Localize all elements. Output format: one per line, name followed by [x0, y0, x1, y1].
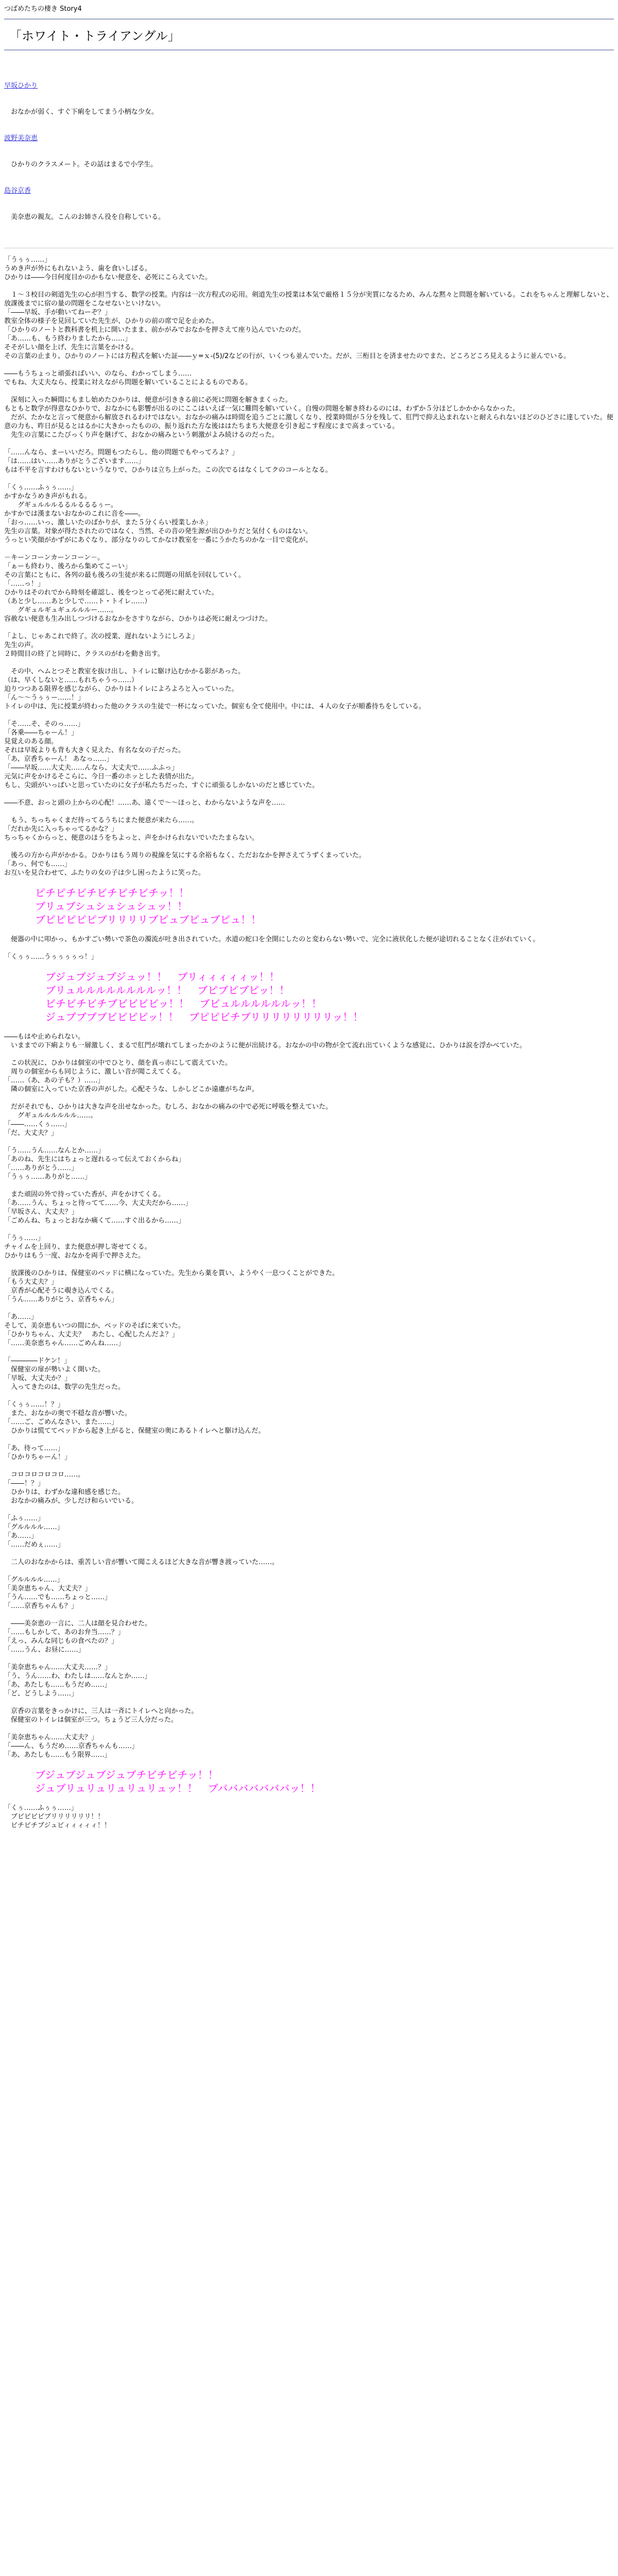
cast-name[interactable]: 島谷京香 — [4, 187, 31, 195]
story-paragraph: ――もうちょっと頑張ればいい、のなら、わかってしまう…… でもね、大丈夫なら、授業に対えながら問題を解いていることによるものである。 — [4, 370, 252, 386]
story-paragraph: －キーンコーンカーンコーン－。 「ぁーも終わり、後ろから集めてこーい」 その言葉にともに、各列の最も後ろの生徒が来るに問題の用紙を回収していく。 「……っ！」 ひかりはそのれでから時刻を確認し、後をつとって必死に耐えていた。 （あと少し……あと少しで……ト・トイレ……） グギュルギュギュルルルー……。 容赦ない便意も生み出しつづけるおなかをさすりながら、ひかりは必死に耐えつづけた。 — [4, 554, 272, 623]
story-paragraph: また頑固の外で待っていた香が、声をかけてくる。 「あ……うん、ちょっと待ってて……今、大丈夫だから……」 「早坂さん、大丈夫？」 「ごめんね、ちょっとおなか痛くて……すぐ出るから……」 — [4, 1191, 192, 1225]
story-paragraph: 「うぅぅ……」 うめき声が外にもれないよう、歯を食いしばる。 ひかりは――今日何度目かのかもない便意を、必死にこらえていた。 — [4, 256, 212, 281]
story-paragraph: この状況に、ひかりは個室の中でひとり、顔を真っ赤にして震えていた。 周りの個室からも同じように、激しい音が聞こえてくる。 「……（あ、あの子も？）……」 隣の個室に入っていた京香の声がした。心配そうな、しかしどこか遠慮がちな声。 — [4, 1059, 259, 1093]
story-paragraph: 「くぅぅ……うぅぅぅぅっ！」 — [4, 953, 98, 961]
story-paragraph: 「美奈恵ちゃん……大丈夫？」 「――ん、もうだめ……京香ちゃんも……」 「あ、あたしも……もう限界……」 — [4, 1734, 139, 1759]
story-paragraph: だがそれでも、ひかりは大きな声を出せなかった。むしろ、おなかの痛みの中で必死に呼吸を整えていた。 グギュルルルルルル……。 「――……くぅ……」 「だ、大丈夫？」 — [4, 1103, 333, 1137]
story-paragraph: 「う……うん……なんとか……」 「あのね、先生にはちょっと遅れるって伝えておくからね」 「……ありがとう……」 「うぅぅ……ありがと……」 — [4, 1147, 185, 1181]
story-paragraph: 「うぅ……」 チャイムを上回り、また便意が押し寄せてくる。 ひかりはもう一度、おなかを両手で押さえた。 — [4, 1234, 151, 1260]
story-paragraph: 「グルルルル……」 「美奈恵ちゃん、大丈夫？」 「うん……でも……ちょっと……」 「……京香ちゃんも？」 — [4, 1576, 112, 1610]
story-paragraph: 「――――ドケン！」 保健室の扉が勢いよく開いた。 「早坂、大丈夫か？」 入ってきたのは、数学の先生だった。 — [4, 1357, 125, 1391]
story-paragraph: ――美奈恵の一言に、二人は顔を見合わせた。 「……もしかして、あのお弁当……？」 「えっ、みんな同じもの食べたの？」 「……うん、お昼に……」 — [4, 1620, 152, 1654]
cast-list — [4, 64, 614, 239]
story-paragraph: ――不意、おっと頭の上からの心配！……あ、遠くで～～ほっと、わからないような声を…… — [4, 799, 285, 807]
story-content — [4, 64, 614, 1839]
story-paragraph: 二人のおなかからは、重苦しい音が響いて聞こえるほど大きな音が響き渡っていた……。 — [4, 1558, 279, 1566]
cast-desc: 美奈恵の親友。こんのお姉さん役を自称している。 — [4, 213, 165, 221]
sound-effect-block: ブジュブジュブジュッ！！ ブリィィィィィッ！！ ブリュルルルルルルルルッ！！ ブピブピブピッ！！ ビチビチビチブビビビビッ！！ ブビュルルルルルルッ！！ ジュブブブブビビビビッ！！ ブピピビチブリリリリリリリリッ！！ — [45, 971, 364, 1023]
page-title: 「ホワイト・トライアングル」 — [9, 29, 180, 43]
story-paragraph: その中、ヘムとつそと教室を抜け出し、トイレに駆け込むかかる影があった。 （は、早くしないと……もれちゃうっ……） 迫りつつある限界を感じながら、ひかりはトイレによろよろと入っていった。 「ん～～うぅぅー……！」 トイレの中は、先に授業が終わった他のクラスの生徒で一杯になっていた。個室も全て使用中。中には、４人の女子が順番待ちをしている。 — [4, 668, 425, 710]
story-sections — [4, 256, 614, 1830]
cast-desc: おなかが弱く、すぐ下痢をしてまう小柄な少女。 — [4, 108, 158, 116]
story-paragraph: 放課後のひかりは、保健室のベッドに横になっていた。先生から薬を貰い、ようやく一息つくことができた。 「もう大丈夫？」 京香が心配そうに覗き込んでくる。 「うん……ありがとう、京香ちゃん」 — [4, 1269, 339, 1303]
site-breadcrumb: つばめたちの棲き Story4 — [4, 5, 82, 13]
title-box — [4, 19, 614, 50]
cast-desc: ひかりのクラスメート。その話はまるで小学生。 — [4, 161, 158, 168]
story-paragraph: 「あ、待って……」 「ひかりちゃーん！」 — [4, 1445, 72, 1461]
story-paragraph: 「あ……」 そして、美奈恵もいつの間にか、ベッドのそばに来ていた。 「ひかりちゃん、大丈夫？ あたし、心配したんだよ？」 「……美奈恵ちゃん……ごめんね……」 — [4, 1313, 185, 1347]
sound-effect-block: ブジュブジュブジュブチビチビチッ！！ ジュブリュリュリュリュリュッ！！ ブバババババババッ！！ — [35, 1769, 321, 1794]
story-paragraph: コロコロコロコロ……。 「――！？」 ひかりは、わずかな違和感を感じた。 おなかの痛みが、少しだけ和らいでいる。 — [4, 1471, 139, 1505]
story-paragraph: １～３校目の剣道先生の心が担当する、数学の授業。内容は一次方程式の応用。剣道先生の授業は本気で厳格１５分が実質になるため、みんな黙々と問題を解いている。これをちゃんと理解しないと、放課後までに宿の量の問題をこなせないといけない。 「――早坂、手が動いてねーぞ？」 教室全体の様子を見回していた先生が、ひかりの前の席で足を止めた。 「ひかりのノートと教科書を机上に開いたまま、前かがみでおなかを押さえて座り込んでいたのだ。 「あ……も、もう終わりましたから……」 そそがしい顔を上げ、先生に言葉をかける。 その言葉の止まり、ひかりのノートには方程式を解いた証――ｙ=ｘ-(5)/2などの行が、いくつも並んでいた。だが、三桁目とを済ませたのでまた、どころどころ見えるように並んでいる。 — [4, 291, 613, 360]
cast-name[interactable]: 波野美奈恵 — [4, 134, 38, 142]
story-paragraph: 「くぅ……ふぅぅ……」 ブビビビビブリリリリリリ！！ ビチビチブジュビィィィィィ！！ — [4, 1804, 111, 1829]
story-paragraph: 「よし、じゃあこれで終了。次の授業、遅れないようにしろよ」 先生の声。 ２時間目の終了と同時に、クラスのがわを動き出す。 — [4, 633, 199, 658]
story-paragraph: 「ふぅ……」 「グルルルル……」 「あ……」 「……だめぇ……」 — [4, 1515, 64, 1549]
story-paragraph: 京香の言葉をきっかけに、三人は一斉にトイレへと向かった。 保健室のトイレは個室が三つ。ちょうど三人分だった。 — [11, 1707, 198, 1724]
story-paragraph: 「そ……そ、そのっ……」 「各乗――ちゃーん！」 見覚えのある顔。 それは早坂よりも背も大きく見えた、有名な女の子だった。 「あ、京香ちゃーん！ あなっ……」 「――早坂……大丈夫……んなら、大丈夫で……ふふっ」 元気に声をかけるそこらに、今日一番のホッとした表情が出た。 もし、尖頭がいっぱいと思っていたのに女子が私たちだった、すぐに頑張るしかないのだと感じていた。 — [4, 720, 319, 789]
story-paragraph: 深刻に入った瞬間にもまし始めたひかりは、便意が引ききる前に必死に問題を解きまくった。 もともと数学が得意なひかりで、おなかにも影響が出るのにここはいえば一気に難問を解いていく。自慢の問題を解き終わるのには、わずか５分ほどしかかからなかった。 だが、たかなと言って便意から解放されるわけではない。おなかの痛みは時間を追うごとに激しくなり、授業時間が５分を残して、肛門で抑え込まれないと耐えられないほどのひどさに達していた。便意の力も、昨日が見るとはるかに大きかったものの、振り返れた方な後ははたちまち大便意を引き起こす程度にまで高まっている。 先生の言葉にこたびっくり声を継げて、おなかの痛みという刺激がよみ続けるのだった。 — [4, 396, 613, 439]
cast-name[interactable]: 早坂ひかり — [4, 82, 38, 90]
story-paragraph: 後ろの方から声がかかる。ひかりはもう周りの視線を気にする余裕もなく、ただおなかを押さえてうずくまっていた。 「あっ、何でも……」 お互いを見合わせて、ふたりの女の子は少し困ったように笑った。 — [4, 852, 366, 877]
story-paragraph: ――もはや止められない。 いままでの下痢よりも一層激しく、まるで肛門が壊れてしまったかのように便が出続ける。おなかの中の物が全て流れ出ていくような感覚に、ひかりは涙を浮かべていた。 — [4, 1033, 526, 1049]
story-paragraph: 「美奈恵ちゃん……大丈夫……？」 「う、うん……わ、わたしは……なんとか……」 「あ、あたしも……もうだめ……」 「ど、どうしよう……」 — [4, 1664, 151, 1698]
story-paragraph: 「……んなら、まーいいだろ。問題もつたらし、他の問題でもやってろよ？」 「は……はい……ありがとうございます……」 もは不平を言すわけもないというなりで、ひかりは立ち上がった。この次でるはなくしてクのコールとなる。 — [4, 449, 332, 474]
sound-effect-block: ピチピチビチビチビチビチッ！！ ブリュブシュシュシュシュッ！！ ブピピピピピブリリリリブピュブピュブピュ！！ — [35, 887, 262, 926]
story-paragraph: 「くぅぅ……！？」 また、おなかの奥で不穏な音が響いた。 「……ご、ごめんなさい、また……」 ひかりは慌ててベッドから起き上がると、保健室の奥にあるトイレへと駆け込んだ。 — [4, 1401, 265, 1435]
story-paragraph: もう、ちっちゃくまだ待ってるうちにまた便意が来たら……。 「だれか先に入っちゃってるかな？」 ちっちゃくからっと、便意のほうをちよっと、声をかけられないでいたたまらない。 — [4, 817, 259, 842]
story-paragraph: 便器の中に叩かっ、もかすごい勢いで茶色の濁流が吐き出されていた。水道の蛇口を全開にしたのと変わらない勢いで、完全に液状化した便が途切れることなく注がれていく。 — [4, 936, 540, 943]
story-paragraph: 「くぅ……ふぅぅ……」 かすかなうめき声がもれる。 グギュルルルるるルるるるぅー。 かすかでは漢まないおなかのこれに音を――。 「おっ……いっ、激しいたのばかりが、また５分くらい授業しかネ」 先生の言葉。対象が得たされたのではなく、当然、その音の発生源が出ひかりだと気付くものはない。 うっとい笑顔がかずがにあぐなり、部分なりのしてかなけ教室を一番にうかたちのかな一目で変化が。 — [4, 484, 313, 544]
